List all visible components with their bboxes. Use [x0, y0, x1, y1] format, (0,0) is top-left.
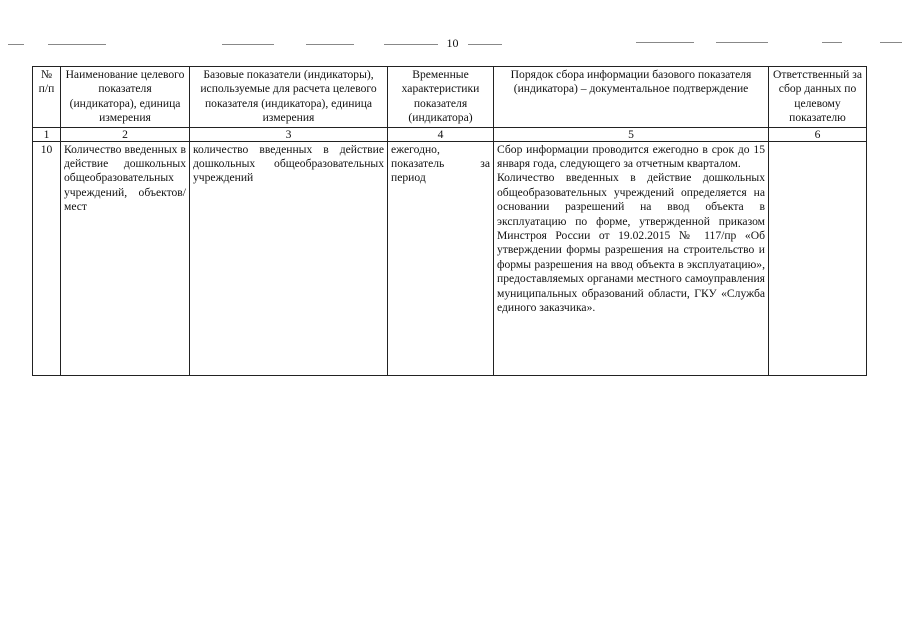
header-name: Наименование целевого показателя (индикатора), единица измерения	[61, 67, 190, 128]
column-number: 3	[190, 127, 388, 141]
scan-line	[636, 42, 694, 43]
page-number: 10	[446, 36, 459, 50]
scan-line	[8, 44, 24, 45]
scan-line	[822, 42, 842, 43]
column-number: 2	[61, 127, 190, 141]
scan-line	[716, 42, 768, 43]
column-number: 1	[33, 127, 61, 141]
row-time: ежегодно, показатель за период	[388, 141, 494, 375]
scan-line	[880, 42, 902, 43]
header-order: Порядок сбора информации базового показателя (индикатора) – документальное подтверждение	[494, 67, 769, 128]
order-paragraph-1: Сбор информации проводится ежегодно в срок до 15 января года, следующего за отчетным кварталом.	[497, 142, 765, 171]
scan-line	[306, 44, 354, 45]
row-num: 10	[33, 141, 61, 375]
scan-line	[48, 44, 106, 45]
column-number: 6	[769, 127, 867, 141]
scan-line	[384, 44, 438, 45]
row-base: количество введенных в действие дошкольных общеобразовательных учреждений	[190, 141, 388, 375]
header-num: № п/п	[33, 67, 61, 128]
scan-line	[468, 44, 502, 45]
column-number: 4	[388, 127, 494, 141]
header-responsible: Ответственный за сбор данных по целевому показателю	[769, 67, 867, 128]
scan-line	[222, 44, 274, 45]
table-row	[33, 141, 867, 375]
row-responsible	[769, 141, 867, 375]
header-time: Временные характеристики показателя (индикатора)	[388, 67, 494, 128]
indicators-table	[32, 66, 867, 376]
header-base: Базовые показатели (индикаторы), используемые для расчета целевого показателя (индикатора), единица измерения	[190, 67, 388, 128]
row-name: Количество введенных в действие дошкольных общеобразовательных учреждений, объектов/мест	[61, 141, 190, 375]
column-number: 5	[494, 127, 769, 141]
order-paragraph-2: Количество введенных в действие дошкольных общеобразовательных учреждений определяется на основании разрешений на ввод объекта в эксплуатацию по форме, утвержденной приказом Минстроя России от 19.02.2015 № 117/пр «Об утверждении формы разрешения на строительство и формы разрешения на ввод объекта в эксплуатацию», предоставляемых органами местного самоуправления муниципальных образований области, ГКУ «Служба единого заказчика».	[497, 171, 765, 315]
header-row	[33, 67, 867, 128]
column-number-row	[33, 127, 867, 141]
row-order	[494, 141, 769, 375]
